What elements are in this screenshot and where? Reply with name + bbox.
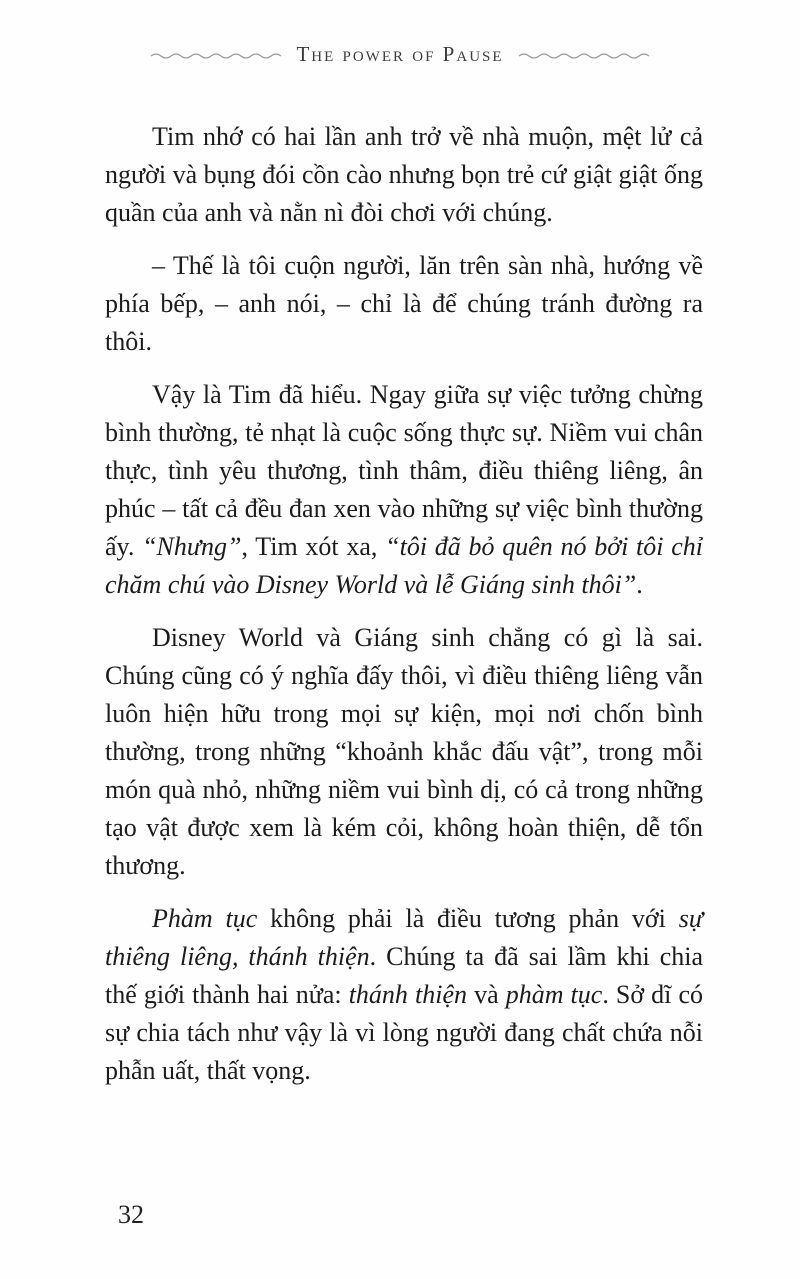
text-run: Vậy là Tim đã hiểu. Ngay giữa sự việc tưởng chừng bình thường, tẻ nhạt là cuộc sống thực sự. Niềm vui chân thực, tình yêu thương, tình thâm, điều thiêng liêng, ân phúc – tất cả đều đan xen vào những sự việc bình thường ấy.	[105, 380, 703, 561]
text-run: .	[636, 570, 643, 599]
text-run: không phải là điều tương phản với	[257, 904, 679, 933]
running-header	[0, 42, 800, 67]
text-run: – Thế là tôi cuộn người, lăn trên sàn nhà, hướng về phía bếp, – anh nói, – chỉ là để chúng tránh đường ra thôi.	[105, 251, 703, 356]
text-run: Tim nhớ có hai lần anh trở về nhà muộn, mệt lử cả người và bụng đói cồn cào nhưng bọn trẻ cứ giật giật ống quần của anh và nằn nì đòi chơi với chúng.	[105, 122, 703, 227]
paragraph	[105, 118, 703, 232]
body-text	[105, 118, 703, 1105]
flourish-right-icon	[518, 50, 650, 60]
text-run: , Tim xót xa,	[241, 532, 386, 561]
page-footer	[118, 1200, 144, 1230]
text-run-italic: “tôi đã bỏ quên nó bởi tôi chỉ chăm chú vào Disney World và lễ Giáng sinh thôi”	[105, 532, 703, 599]
text-run-italic: sự thiêng liêng, thánh thiện	[105, 904, 704, 971]
text-run-italic: thánh thiện	[348, 980, 467, 1009]
text-run-italic: “Nhưng”	[142, 532, 242, 561]
text-run: . Sở dĩ có sự chia tách như vậy là vì lòng người đang chất chứa nỗi phẫn uất, thất vọng.	[105, 980, 704, 1085]
text-run-italic: Phàm tục	[152, 904, 258, 933]
text-run-italic: phàm tục	[505, 980, 603, 1009]
text-run: Disney World và Giáng sinh chẳng có gì là sai. Chúng cũng có ý nghĩa đấy thôi, vì điều thiêng liêng vẫn luôn hiện hữu trong mọi sự kiện, mọi nơi chốn bình thường, trong những “khoảnh khắc đấu vật”, trong mỗi món quà nhỏ, những niềm vui bình dị, có cả trong những tạo vật được xem là kém cỏi, không hoàn thiện, dễ tổn thương.	[105, 623, 703, 880]
page-number: 32	[118, 1200, 144, 1229]
paragraph	[105, 247, 703, 361]
paragraph	[105, 376, 703, 604]
paragraph	[105, 619, 703, 885]
paragraph	[105, 900, 703, 1090]
text-run: . Chúng ta đã sai lầm khi chia thế giới thành hai nửa:	[105, 942, 704, 1009]
flourish-left-icon	[150, 50, 282, 60]
text-run: và	[467, 980, 506, 1009]
running-header-title: The power of Pause	[296, 42, 504, 66]
